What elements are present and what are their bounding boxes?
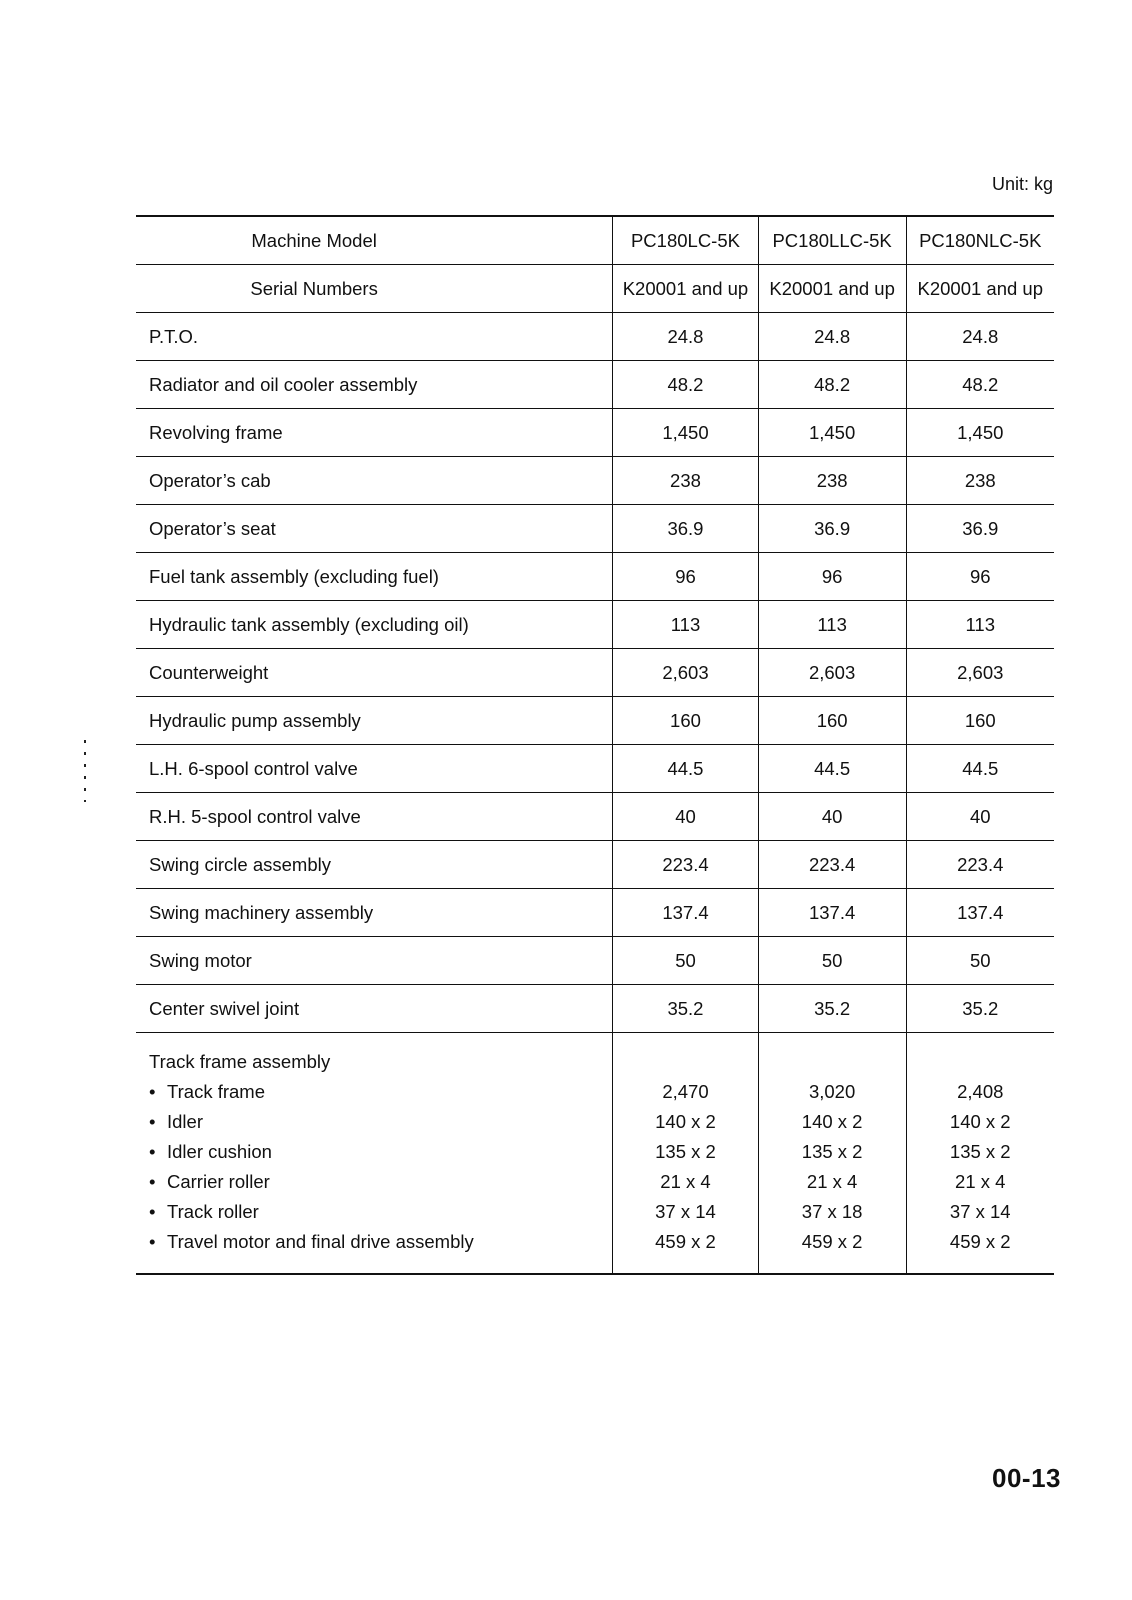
component-label: Hydraulic pump assembly (136, 697, 613, 745)
weight-value: 36.9 (613, 505, 759, 553)
component-row (136, 889, 1054, 937)
track-item-label: • Idler (149, 1111, 203, 1132)
track-value: 459 x 2 (949, 1231, 1011, 1252)
weight-value: 36.9 (758, 505, 906, 553)
weight-value: 50 (906, 937, 1054, 985)
weight-value: 223.4 (906, 841, 1054, 889)
weight-value: 48.2 (906, 361, 1054, 409)
weight-value: 35.2 (758, 985, 906, 1033)
component-label: P.T.O. (136, 313, 613, 361)
component-row (136, 313, 1054, 361)
weight-value: 238 (758, 457, 906, 505)
margin-mark (84, 740, 86, 802)
component-label: Swing motor (136, 937, 613, 985)
page-number: 00-13 (992, 1463, 1061, 1493)
track-frame-labels (136, 1033, 613, 1275)
component-label: Swing circle assembly (136, 841, 613, 889)
model-cell: PC180LC-5K (613, 216, 759, 265)
component-row (136, 985, 1054, 1033)
serial-cell: K20001 and up (613, 265, 759, 313)
component-row (136, 649, 1054, 697)
track-frame-row (136, 1033, 1054, 1275)
track-item-label: • Carrier roller (149, 1171, 270, 1192)
weight-value: 160 (758, 697, 906, 745)
track-item-label: • Idler cushion (149, 1141, 272, 1162)
serial-cell: K20001 and up (758, 265, 906, 313)
component-label: Center swivel joint (136, 985, 613, 1033)
serial-numbers-label: Serial Numbers (136, 265, 613, 313)
weight-value: 36.9 (906, 505, 1054, 553)
track-value: 21 x 4 (955, 1171, 1006, 1192)
weight-value: 50 (758, 937, 906, 985)
track-value: 459 x 2 (655, 1231, 716, 1252)
track-values-col (613, 1033, 759, 1275)
component-row (136, 553, 1054, 601)
component-row (136, 409, 1054, 457)
track-value: 135 x 2 (655, 1141, 716, 1162)
track-value: 2,470 (662, 1081, 709, 1102)
component-row (136, 937, 1054, 985)
machine-model-label: Machine Model (136, 216, 613, 265)
weight-value: 113 (906, 601, 1054, 649)
weight-value: 40 (758, 793, 906, 841)
weight-value: 113 (758, 601, 906, 649)
track-value: 21 x 4 (660, 1171, 711, 1192)
track-item-label: • Track frame (149, 1081, 265, 1102)
track-value: 37 x 14 (949, 1201, 1011, 1222)
weight-value: 223.4 (758, 841, 906, 889)
weight-value: 96 (758, 553, 906, 601)
weight-value: 160 (906, 697, 1054, 745)
component-label: Hydraulic tank assembly (excluding oil) (136, 601, 613, 649)
component-row (136, 697, 1054, 745)
component-row (136, 841, 1054, 889)
track-value: 459 x 2 (801, 1231, 863, 1252)
weight-value: 48.2 (758, 361, 906, 409)
weight-value: 40 (906, 793, 1054, 841)
weight-value: 1,450 (906, 409, 1054, 457)
weights-table (136, 215, 1054, 1275)
weight-value: 35.2 (613, 985, 759, 1033)
weight-value: 96 (906, 553, 1054, 601)
component-label: R.H. 5-spool control valve (136, 793, 613, 841)
weight-value: 24.8 (613, 313, 759, 361)
component-row (136, 745, 1054, 793)
track-values-col (758, 1033, 906, 1275)
track-value: 2,408 (957, 1081, 1004, 1102)
component-row (136, 361, 1054, 409)
track-item-label: • Track roller (149, 1201, 259, 1222)
component-row (136, 793, 1054, 841)
component-label: Operator’s cab (136, 457, 613, 505)
weight-value: 44.5 (613, 745, 759, 793)
weight-value: 44.5 (906, 745, 1054, 793)
weight-value: 24.8 (758, 313, 906, 361)
weight-value: 160 (613, 697, 759, 745)
track-frame-title: Track frame assembly (149, 1051, 331, 1072)
component-row (136, 601, 1054, 649)
track-value: 140 x 2 (655, 1111, 716, 1132)
weight-value: 44.5 (758, 745, 906, 793)
weight-value: 50 (613, 937, 759, 985)
track-values-col (906, 1033, 1054, 1275)
weight-value: 35.2 (906, 985, 1054, 1033)
weight-value: 137.4 (758, 889, 906, 937)
track-value: 21 x 4 (806, 1171, 858, 1192)
model-cell: PC180NLC-5K (906, 216, 1054, 265)
weight-value: 2,603 (758, 649, 906, 697)
track-value: 140 x 2 (801, 1111, 863, 1132)
weight-value: 1,450 (613, 409, 759, 457)
component-row (136, 505, 1054, 553)
model-cell: PC180LLC-5K (758, 216, 906, 265)
weight-value: 238 (906, 457, 1054, 505)
track-value: 140 x 2 (949, 1111, 1011, 1132)
component-label: Revolving frame (136, 409, 613, 457)
weight-value: 238 (613, 457, 759, 505)
track-value: 3,020 (808, 1081, 856, 1102)
serial-header-row (136, 265, 1054, 313)
component-label: L.H. 6-spool control valve (136, 745, 613, 793)
unit-label: Unit: kg (991, 174, 1053, 194)
weight-value: 96 (613, 553, 759, 601)
weight-value: 48.2 (613, 361, 759, 409)
track-value: 37 x 14 (655, 1201, 716, 1222)
weight-value: 137.4 (613, 889, 759, 937)
component-label: Operator’s seat (136, 505, 613, 553)
track-value: 135 x 2 (801, 1141, 863, 1162)
serial-cell: K20001 and up (906, 265, 1054, 313)
weight-value: 2,603 (906, 649, 1054, 697)
weight-value: 1,450 (758, 409, 906, 457)
weight-value: 223.4 (613, 841, 759, 889)
weight-value: 40 (613, 793, 759, 841)
track-value: 37 x 18 (801, 1201, 863, 1222)
component-row (136, 457, 1054, 505)
weight-value: 113 (613, 601, 759, 649)
component-label: Counterweight (136, 649, 613, 697)
component-label: Radiator and oil cooler assembly (136, 361, 613, 409)
track-value: 135 x 2 (949, 1141, 1011, 1162)
weight-value: 137.4 (906, 889, 1054, 937)
component-label: Swing machinery assembly (136, 889, 613, 937)
model-header-row (136, 216, 1054, 265)
component-label: Fuel tank assembly (excluding fuel) (136, 553, 613, 601)
track-item-label: • Travel motor and final drive assembly (149, 1231, 474, 1252)
weight-value: 24.8 (906, 313, 1054, 361)
weight-value: 2,603 (613, 649, 759, 697)
